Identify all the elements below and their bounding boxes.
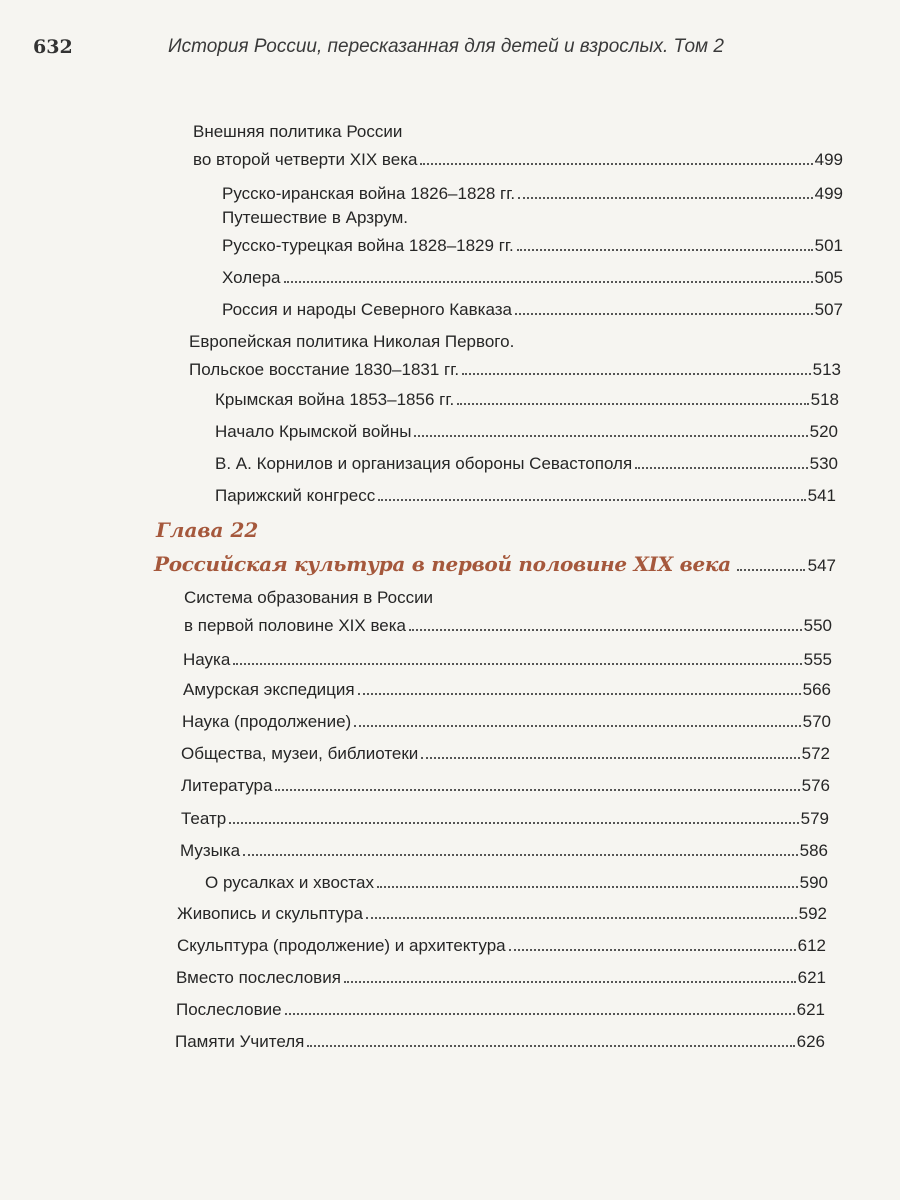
dot-leader [462,373,811,375]
toc-entry-title-line: Европейская политика Николая Первого. [189,332,515,351]
toc-entry[interactable] [222,296,843,324]
toc-entry-row [177,900,827,928]
toc-entry-title: Театр [181,809,227,828]
toc-entry-title: Парижский конгресс [215,486,376,505]
page-number: 632 [33,36,73,58]
toc-entry-row [205,869,828,897]
dot-leader [358,693,801,695]
dot-leader [307,1045,794,1047]
toc-entry[interactable] [193,118,843,174]
dot-leader [420,163,812,165]
toc-entry-title: Вместо послесловия [176,968,341,987]
toc-entry-page: 590 [799,873,828,892]
toc-entry-title: Памяти Учителя [175,1032,305,1051]
toc-entry-row [181,805,829,833]
toc-entry[interactable] [189,328,841,384]
dot-leader [517,249,813,251]
toc-entry-row [215,450,838,478]
toc-entry[interactable] [181,772,830,800]
toc-entry-title: В. А. Корнилов и организация обороны Севастополя [215,454,633,473]
toc-entry-page: 501 [814,236,843,255]
toc-entry-page: 505 [814,268,843,287]
toc-entry-page: 530 [809,454,838,473]
toc-entry[interactable] [176,964,826,992]
toc-entry[interactable] [184,584,832,640]
dot-leader [344,981,796,983]
toc-entry[interactable] [176,996,825,1024]
toc-entry[interactable] [181,805,829,833]
toc-entry[interactable] [177,900,827,928]
toc-entry-title-line: Внешняя политика России [193,122,403,141]
toc-entry-row [184,612,832,640]
chapter-page-number: 547 [807,556,836,575]
toc-entry-page: 513 [812,360,841,379]
toc-entry-row [177,932,826,960]
toc-entry-row [193,146,843,174]
toc-entry-title: Послесловие [176,1000,282,1019]
toc-entry-page: 586 [799,841,828,860]
toc-entry-title: Общества, музеи, библиотеки [181,744,419,763]
toc-entry-title: Русско-турецкая война 1828–1829 гг. [222,236,514,255]
toc-entry-row [215,418,838,446]
dot-leader [275,789,799,791]
toc-entry[interactable] [177,932,826,960]
toc-entry-title: в первой половине XIX века [184,616,407,635]
toc-entry-row [181,740,830,768]
toc-entry-title: во второй четверти XIX века [193,150,418,169]
toc-entry-title: Наука (продолжение) [182,712,352,731]
toc-entry-row [176,964,826,992]
toc-entry-row [175,1028,825,1056]
toc-entry-page: 621 [797,968,826,987]
toc-entry-title: Скульптура (продолжение) и архитектура [177,936,506,955]
toc-entry-title: Польское восстание 1830–1831 гг. [189,360,460,379]
toc-entry[interactable] [205,869,828,897]
toc-entry-page: 626 [796,1032,825,1051]
toc-entry-page: 566 [802,680,831,699]
toc-entry-title: Живопись и скульптура [177,904,363,923]
dot-leader [354,725,800,727]
dot-leader [515,313,813,315]
dot-leader [366,917,797,919]
toc-entry[interactable] [215,418,838,446]
dot-leader [457,403,808,405]
toc-entry-page: 507 [814,300,843,319]
toc-entry-row [183,646,832,674]
toc-entry-page: 499 [814,184,843,203]
dot-leader [378,499,805,501]
toc-entry[interactable] [183,676,831,704]
toc-entry-title-line: Система образования в России [184,588,434,607]
toc-entry-page: 499 [814,150,843,169]
toc-entry-page: 612 [797,936,826,955]
toc-entry-title: Литература [181,776,273,795]
toc-entry-page: 555 [803,650,832,669]
toc-entry[interactable] [215,450,838,478]
dot-leader [285,1013,795,1015]
toc-entry-title: О русалках и хвостах [205,873,374,892]
toc-entry-row [180,837,828,865]
toc-entry-page: 550 [803,616,832,635]
toc-entry-page: 518 [810,390,839,409]
running-title: История России, пересказанная для детей и взрослых. Том 2 [168,36,724,57]
toc-entry-title: Наука [183,650,231,669]
dot-leader [229,822,798,824]
toc-entry-row [222,264,843,292]
toc-entry[interactable] [182,708,831,736]
toc-entry[interactable] [215,482,836,510]
toc-entry[interactable] [183,646,832,674]
toc-entry-page: 570 [802,712,831,731]
toc-entry-row [183,676,831,704]
toc-entry[interactable] [180,837,828,865]
toc-entry-row [176,996,825,1024]
dot-leader [509,949,796,951]
toc-entry-title: Русско-иранская война 1826–1828 гг. [222,184,516,203]
dot-leader [284,281,813,283]
dot-leader [518,197,813,199]
toc-entry-title: Холера [222,268,281,287]
chapter-label: Глава 22 [156,518,259,542]
toc-entry-page: 579 [800,809,829,828]
toc-entry-page: 592 [798,904,827,923]
toc-entry[interactable] [215,386,839,414]
toc-entry-title-line: Путешествие в Арзрум. [222,208,408,227]
dot-leader [421,757,799,759]
dot-leader [243,854,797,856]
toc-entry-row [222,232,843,260]
toc-entry-title: Амурская экспедиция [183,680,355,699]
dot-leader [233,663,801,665]
dot-leader [414,435,807,437]
toc-entry-page: 576 [801,776,830,795]
toc-entry-title: Музыка [180,841,241,860]
toc-entry-title: Крымская война 1853–1856 гг. [215,390,455,409]
toc-entry-title: Россия и народы Северного Кавказа [222,300,512,319]
toc-entry-page: 520 [809,422,838,441]
toc-entry[interactable] [222,204,843,260]
toc-entry-row [222,296,843,324]
toc-entry-row [215,482,836,510]
toc-entry-page: 621 [796,1000,825,1019]
toc-entry-page: 541 [807,486,836,505]
toc-entry-row [215,386,839,414]
toc-entry-row [182,708,831,736]
toc-entry[interactable] [175,1028,825,1056]
toc-entry[interactable] [222,264,843,292]
dot-leader [635,467,807,469]
toc-entry[interactable] [181,740,830,768]
dot-leader [737,569,805,571]
chapter-title-entry[interactable] [154,552,836,576]
chapter-title: Российская культура в первой половине XIX века [154,552,731,576]
dot-leader [377,886,798,888]
toc-entry-row [189,356,841,384]
dot-leader [409,629,802,631]
toc-entry-row [181,772,830,800]
toc-entry-page: 572 [801,744,830,763]
toc-entry-title: Начало Крымской войны [215,422,412,441]
